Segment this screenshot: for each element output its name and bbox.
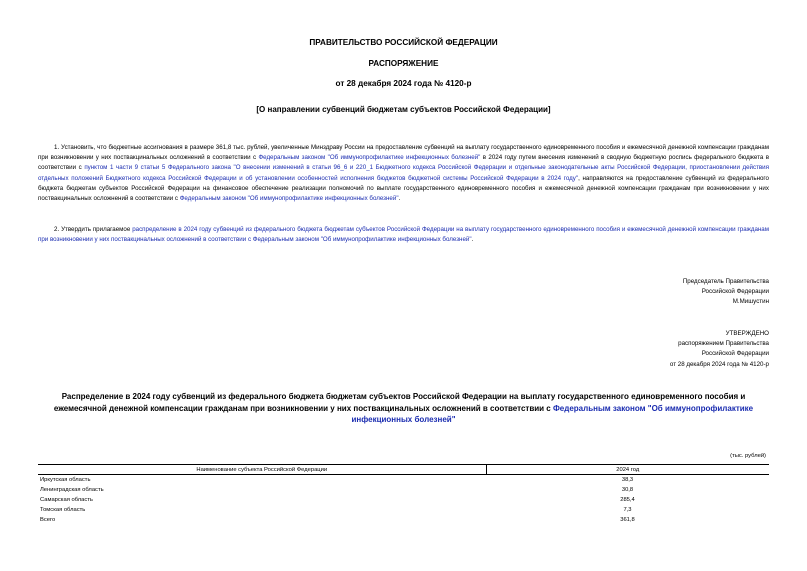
law-link-budget-code-amendments[interactable]: пунктом 1 части 9 статьи 5 Федерального закона "О внесении изменений в статьи 96_6 и 220_1 Бюджетного кодекса Российской Федерации и отдельные законодательные акты Российской Федерации, приостановлении действия отдельных положений Бюджетного кодекса Российской Федерации и об установлении особенностей исполнения бюджетов бюджетной системы Российской Федерации в 2024 году" [38,164,769,182]
government-header: ПРАВИТЕЛЬСТВО РОССИЙСКОЙ ФЕДЕРАЦИИ [309,38,498,47]
document-subject: [О направлении субвенций бюджетам субъектов Российской Федерации] [256,105,551,114]
paragraph-2-text-1: 2. Утвердить прилагаемое [54,226,133,233]
document-date-number: от 28 декабря 2024 года № 4120-р [335,79,472,88]
table-header-row [38,465,769,475]
law-link-immunoprophylaxis-2[interactable]: Федеральным законом "Об иммунопрофилактике инфекционных болезней" [179,195,399,203]
document-type: РАСПОРЯЖЕНИЕ [368,59,439,68]
paragraph-1 [38,143,769,204]
signature-name: М.Мишустин [732,298,769,306]
approval-title: УТВЕРЖДЕНО [725,330,769,337]
approval-block [670,329,769,370]
table-row [38,495,769,505]
approval-date: от 28 декабря 2024 года № 4120-р [669,360,769,368]
region-value: 285,4 [620,496,635,503]
region-name: Иркутская область [40,476,91,483]
column-header-region: Наименование субъекта Российской Федерации [38,465,486,475]
region-value: 38,3 [621,476,634,483]
law-link-immunoprophylaxis[interactable]: Федеральным законом "Об иммунопрофилактике инфекционных болезней" [258,154,481,162]
paragraph-2 [38,225,769,245]
table-row [38,485,769,495]
column-header-year: 2024 год [486,465,769,475]
paragraph-1-text-4: . [398,195,401,203]
signature-position: Председатель Правительства [682,278,769,285]
table-row [38,475,769,485]
total-label: Всего [40,516,56,523]
table-total-row [38,515,769,525]
paragraph-1-text-2: в 2024 году путем внесения изменений в сводную бюджетную роспись федерального бюджета в соответствии с [38,154,769,172]
region-name: Томская область [40,506,86,513]
paragraph-1-text-1: 1. Установить, что бюджетные ассигнования в размере 361,8 тыс. рублей, увеличенные Минздраву России на предоставление субвенций на выплату государственного единовременного пособия и ежемесячной денежной компенсации гражданам при возникновении у них поствакцинальных осложнений в соответствии с [38,144,769,162]
paragraph-2-text-2: . [471,236,474,244]
annex-title-text: Распределение в 2024 году субвенций из федерального бюджета бюджетам субъектов Российской Федерации на выплату государственного единовременного пособия и ежемесячной денежной компенсации гражданам при возникновении у них поствакцинальных осложнений в соответствии с [53,392,746,413]
distribution-link[interactable]: распределение в 2024 году субвенций из федерального бюджета бюджетам субъектов Российской Федерации на выплату государственного единовременного пособия и ежемесячной денежной компенсации гражданам при возникновении у них поствакцинальных осложнений в соответствии с Федеральным законом "Об иммунопрофилактике инфекционных болезней" [38,226,769,244]
distribution-table [38,464,769,525]
region-name: Ленинградская область [40,486,104,493]
region-value: 30,8 [621,486,634,493]
paragraph-1-text-3: , направляются на предоставление субвенций из федерального бюджета бюджетам субъектов Российской Федерации на финансовое обеспечение реализации полномочий по выплате государственного единовременного пособия и ежемесячной денежной компенсации гражданам при возникновении у них поствакцинальных осложнений в соответствии с [38,174,769,203]
signature-block [683,277,769,308]
units-label: (тыс. рублей) [730,453,766,459]
approval-by: распоряжением Правительства [678,340,769,348]
annex-title [38,391,769,426]
region-name: Самарская область [40,496,93,503]
table-row [38,505,769,515]
annex-title-law-link[interactable]: Федеральным законом "Об иммунопрофилактике инфекционных болезней" [351,403,754,424]
total-value: 361,8 [620,516,635,523]
approval-country: Российской Федерации [701,350,769,358]
signature-country: Российской Федерации [701,288,769,296]
region-value: 7,3 [623,506,632,513]
